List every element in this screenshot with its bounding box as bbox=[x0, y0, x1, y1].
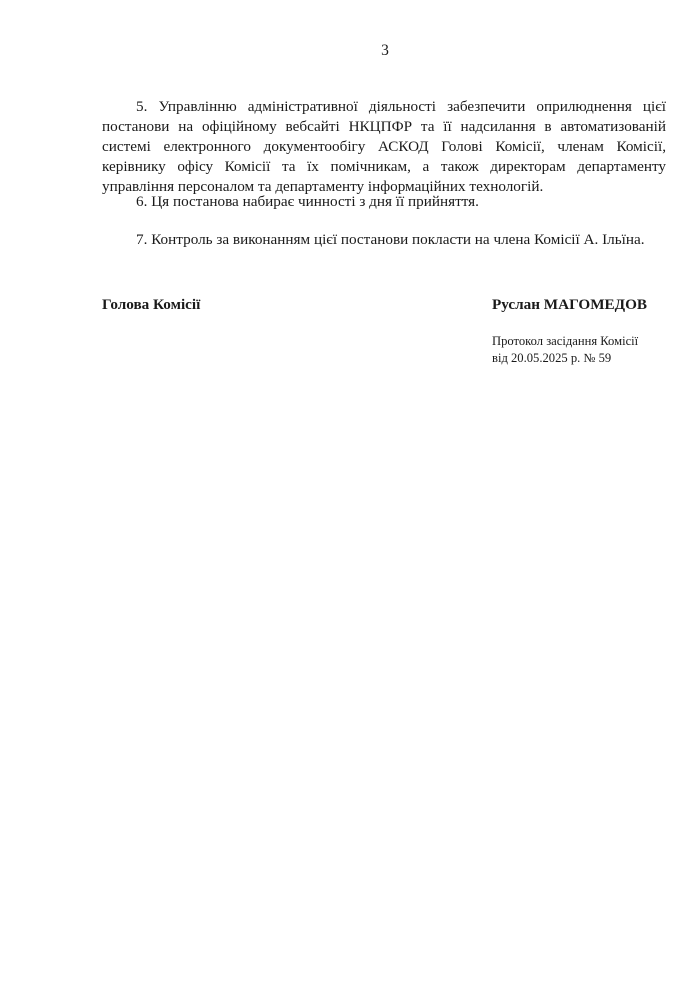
signatory-position: Голова Комісії bbox=[102, 296, 201, 313]
paragraph-7: 7. Контроль за виконанням цієї постанови покласти на члена Комісії А. Ільїна. bbox=[136, 231, 645, 248]
signatory-name: Руслан МАГОМЕДОВ bbox=[492, 296, 648, 313]
protocol-reference bbox=[492, 333, 638, 367]
page-number: 3 bbox=[381, 42, 389, 59]
protocol-line-2: від 20.05.2025 р. № 59 bbox=[492, 351, 612, 365]
paragraph-6: 6. Ця постанова набирає чинності з дня її прийняття. bbox=[136, 193, 479, 210]
protocol-line-1: Протокол засідання Комісії bbox=[492, 334, 639, 348]
paragraph-5: 5. Управлінню адміністративної діяльності забезпечити оприлюднення цієї постанови на офіційному вебсайті НКЦПФР та її надсилання в автоматизованій системі електронного документообігу АСКОД Голові Комісії, членам Комісії, керівнику офісу Комісії та їх помічникам, а також директорам департаменту управління персоналом та департаменту інформаційних технологій. bbox=[102, 98, 666, 195]
